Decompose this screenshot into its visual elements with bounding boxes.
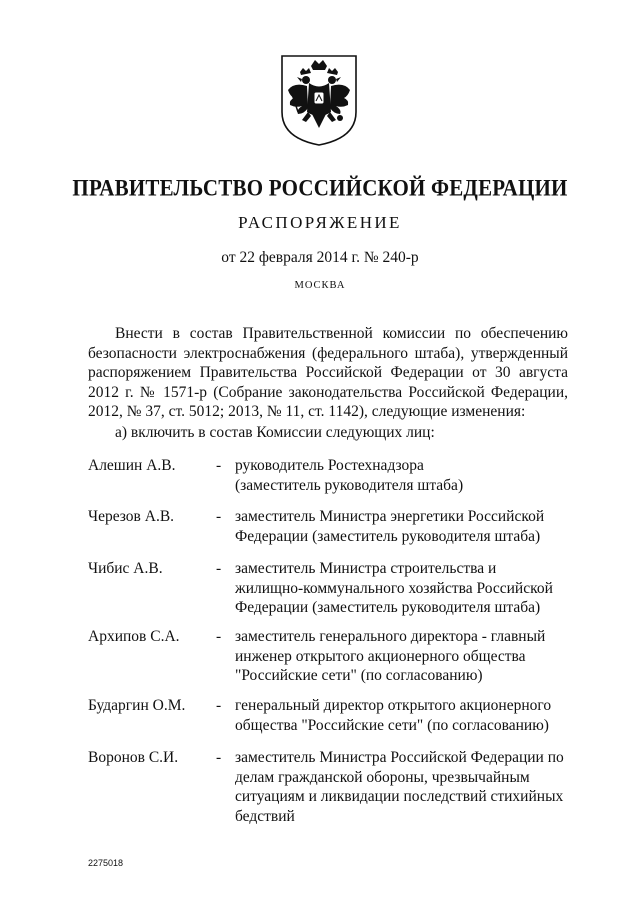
member-role-line: заместитель генерального директора - главный	[235, 628, 546, 645]
member-role	[235, 748, 575, 826]
member-name: Черезов А.В.	[88, 508, 175, 525]
document-type: РАСПОРЯЖЕНИЕ	[238, 213, 402, 232]
subpoint-a: а) включить в состав Комиссии следующих лиц:	[115, 424, 435, 441]
document-city: МОСКВА	[294, 280, 346, 291]
member-role-line: бедствий	[235, 807, 295, 825]
member-role	[235, 559, 575, 618]
intro-paragraph	[88, 324, 568, 422]
member-name: Чибис А.В.	[88, 560, 163, 577]
member-role-line: заместитель Министра энергетики Российской	[235, 508, 545, 525]
member-role-line: (заместитель руководителя штаба)	[235, 476, 464, 494]
member-role-line: делам гражданской обороны, чрезвычайным	[235, 768, 530, 786]
intro-line: Внести в состав Правительственной комиссии по обеспечению	[115, 325, 568, 342]
member-role-line: инженер открытого акционерного общества	[235, 647, 526, 665]
member-role	[235, 696, 575, 735]
intro-line: распоряжением Правительства Российской Федерации от 30 августа	[88, 364, 568, 381]
member-role	[235, 456, 575, 495]
member-name: Бударгин О.М.	[88, 697, 186, 714]
member-role-line: жилищно-коммунального хозяйства Российской	[235, 579, 553, 597]
member-role-line: общества "Российские сети" (по согласованию)	[235, 716, 549, 734]
member-role-line: Федерации (заместитель руководителя штаба)	[235, 527, 541, 545]
intro-line: 2012 г. № 1571-р (Собрание законодательства Российской Федерации,	[88, 383, 568, 401]
member-role-line: генеральный директор открытого акционерного	[235, 697, 552, 714]
member-name: Алешин А.В.	[88, 457, 176, 474]
intro-line: безопасности электроснабжения (федерального штаба), утвержденный	[88, 344, 568, 362]
member-dash: -	[216, 697, 222, 714]
member-name: Воронов С.И.	[88, 749, 179, 766]
coat-of-arms-icon	[276, 50, 362, 148]
member-dash: -	[216, 457, 222, 474]
member-role-line: заместитель Министра Российской Федерации по	[235, 749, 564, 766]
member-dash: -	[216, 749, 222, 766]
document-code: 2275018	[88, 858, 124, 868]
member-role-line: "Российские сети" (по согласованию)	[235, 667, 483, 684]
member-role-line: ситуациям и ликвидации последствий стихийных	[235, 788, 564, 805]
member-role	[235, 507, 575, 546]
member-dash: -	[216, 508, 222, 525]
member-name: Архипов С.А.	[88, 628, 180, 645]
member-role	[235, 627, 575, 686]
document-title: ПРАВИТЕЛЬСТВО РОССИЙСКОЙ ФЕДЕРАЦИИ	[72, 175, 568, 201]
member-dash: -	[216, 560, 222, 577]
member-role-line: руководитель Ростехнадзора	[235, 457, 424, 474]
member-role-line: Федерации (заместитель руководителя штаба)	[235, 599, 541, 616]
intro-line: 2012, № 37, ст. 5012; 2013, № 11, ст. 1142), следующие изменения:	[88, 403, 526, 420]
member-dash: -	[216, 628, 222, 645]
member-role-line: заместитель Министра строительства и	[235, 560, 497, 577]
document-date-number: от 22 февраля 2014 г. № 240-р	[221, 249, 419, 266]
